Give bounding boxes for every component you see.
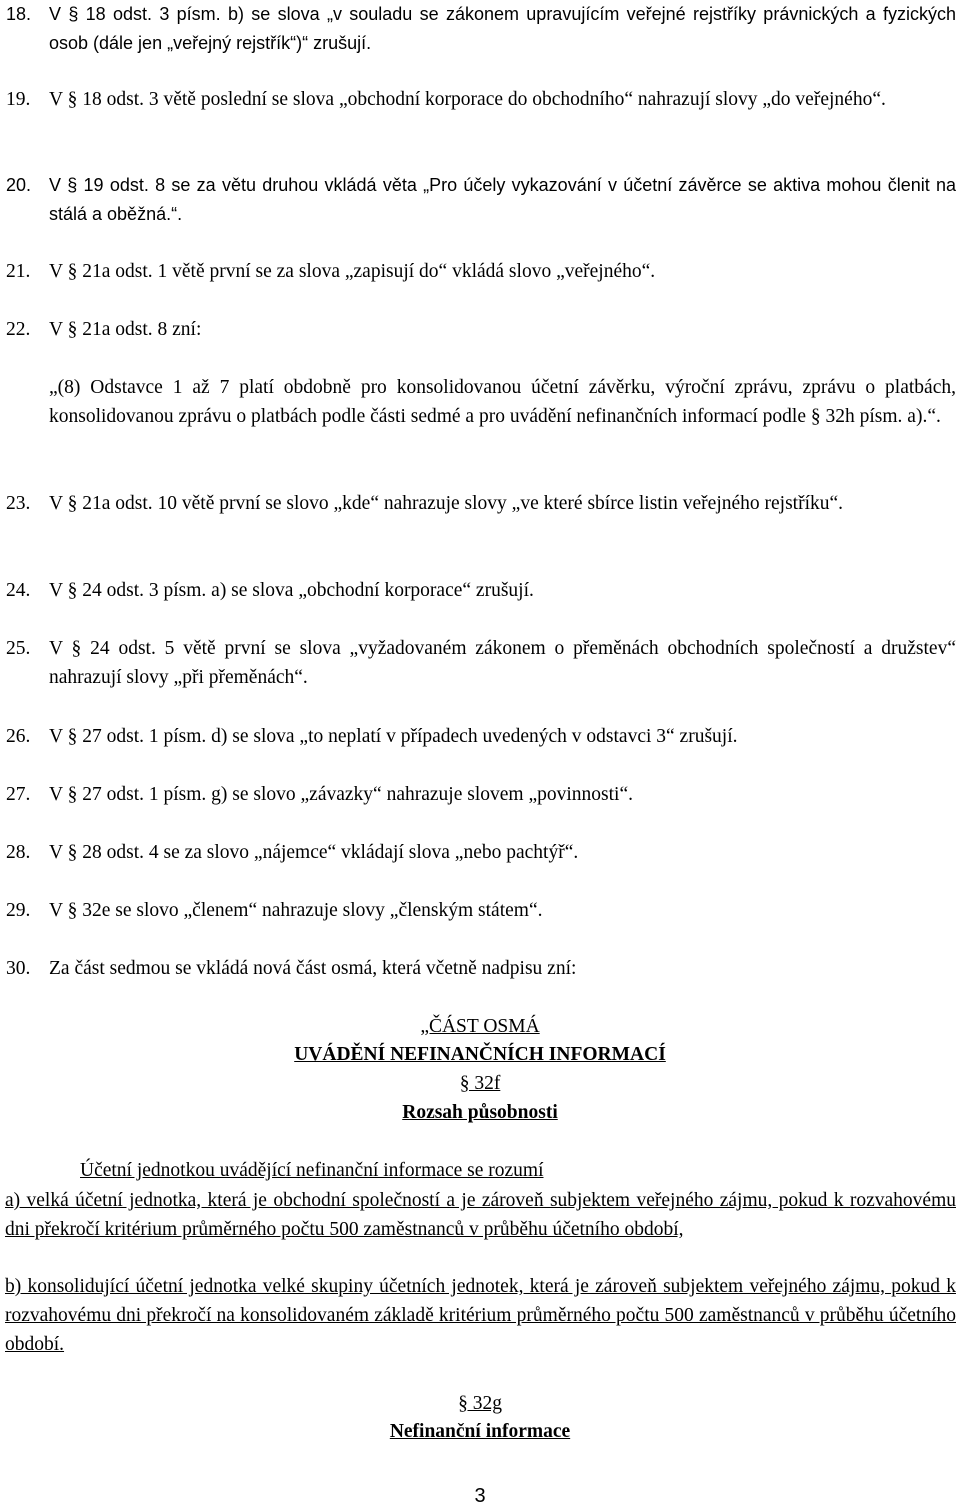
item-number: 18. bbox=[6, 4, 32, 24]
item-text: V § 21a odst. 10 větě první se slovo „kde“ nahrazuje slovy „ve které sbírce listin veřejného rejstříku“. bbox=[49, 493, 844, 514]
item-text: V § 18 odst. 3 písm. b) se slova „v souladu se zákonem upravujícím veřejné rejstříky právnických a fyzických osob (dále jen „veřejný rejstřík“)“ zrušují. bbox=[49, 4, 956, 53]
section-32f-point-b: b) konsolidující účetní jednotka velké skupiny účetních jednotek, která je zároveň subjektem veřejného zájmu, pokud k rozvahovému dni překročí na konsolidovaném základě kritérium průměrného počtu 500 zaměstnanců v průběhu účetního období. bbox=[5, 1276, 956, 1355]
amendment-item-27 bbox=[6, 780, 956, 809]
amendment-item-19 bbox=[6, 85, 956, 114]
item-number: 21. bbox=[6, 261, 31, 282]
item-number: 29. bbox=[6, 900, 31, 921]
item-text: V § 21a odst. 1 větě první se za slova „zapisují do“ vkládá slovo „veřejného“. bbox=[49, 261, 656, 282]
item-text: V § 19 odst. 8 se za větu druhou vkládá věta „Pro účely vykazování v účetní závěrce se aktiva mohou členit na stálá a oběžná.“. bbox=[49, 175, 956, 224]
item-number: 20. bbox=[6, 175, 32, 195]
item-text: V § 21a odst. 8 zní: bbox=[49, 319, 202, 340]
item-number: 26. bbox=[6, 726, 31, 747]
amendment-item-22 bbox=[6, 315, 956, 344]
amendment-item-25 bbox=[6, 634, 956, 692]
part-title: „ČÁST OSMÁ bbox=[420, 1016, 540, 1037]
item-number: 27. bbox=[6, 784, 31, 805]
part-heading: UVÁDĚNÍ NEFINANČNÍCH INFORMACÍ bbox=[294, 1044, 666, 1065]
section-32f-number: § 32f bbox=[459, 1073, 501, 1094]
page-number: 3 bbox=[474, 1485, 486, 1507]
section-32f-title: Rozsah působnosti bbox=[402, 1102, 558, 1123]
item-text: V § 24 odst. 3 písm. a) se slova „obchodní korporace“ zrušují. bbox=[49, 580, 534, 601]
amendment-item-23 bbox=[6, 489, 956, 518]
item-text: V § 28 odst. 4 se za slovo „nájemce“ vkládají slova „nebo pachtýř“. bbox=[49, 842, 579, 863]
item-text: V § 27 odst. 1 písm. g) se slovo „závazky“ nahrazuje slovem „povinnosti“. bbox=[49, 784, 633, 805]
item-text: V § 24 odst. 5 větě první se slova „vyžadovaném zákonem o přeměnách obchodních společností a družstev“ nahrazují slovy „při přeměnách“. bbox=[49, 638, 956, 688]
item-text: V § 27 odst. 1 písm. d) se slova „to neplatí v případech uvedených v odstavci 3“ zrušují. bbox=[49, 726, 738, 747]
section-32g-title: Nefinanční informace bbox=[389, 1421, 571, 1442]
item-number: 22. bbox=[6, 319, 31, 340]
item-text: V § 18 odst. 3 větě poslední se slova „obchodní korporace do obchodního“ nahrazují slovy „do veřejného“. bbox=[49, 89, 886, 110]
amendment-item-21 bbox=[6, 257, 956, 286]
amendment-item-18 bbox=[6, 0, 956, 58]
item-text: V § 32e se slovo „členem“ nahrazuje slovy „členským státem“. bbox=[49, 900, 543, 921]
section-32g-number: § 32g bbox=[458, 1393, 502, 1414]
item-number: 24. bbox=[6, 580, 31, 601]
item-number: 30. bbox=[6, 958, 31, 979]
amendment-item-20 bbox=[6, 171, 956, 229]
item-text: Za část sedmou se vkládá nová část osmá, která včetně nadpisu zní: bbox=[49, 958, 577, 979]
item-number: 19. bbox=[6, 89, 31, 110]
item-number: 23. bbox=[6, 493, 31, 514]
item-number: 28. bbox=[6, 842, 31, 863]
item-number: 25. bbox=[6, 638, 31, 659]
amendment-item-24 bbox=[6, 576, 956, 605]
amendment-item-30 bbox=[6, 954, 956, 983]
amendment-item-26 bbox=[6, 722, 956, 751]
section-32f-point-a: a) velká účetní jednotka, která je obchodní společností a je zároveň subjektem veřejného zájmu, pokud k rozvahovému dni překročí kritérium průměrného počtu 500 zaměstnanců v průběhu účetního období, bbox=[5, 1190, 956, 1240]
amendment-item-29 bbox=[6, 896, 956, 925]
section-32f-intro: Účetní jednotkou uvádějící nefinanční informace se rozumí bbox=[80, 1160, 544, 1181]
quoted-paragraph-8: „(8) Odstavce 1 až 7 platí obdobně pro konsolidovanou účetní závěrku, výroční zprávu, zprávu o platbách, konsolidovanou zprávu o platbách podle části sedmé a pro uvádění nefinančních informací podle § 32h písm. a).“. bbox=[49, 377, 956, 427]
amendment-item-28 bbox=[6, 838, 956, 867]
